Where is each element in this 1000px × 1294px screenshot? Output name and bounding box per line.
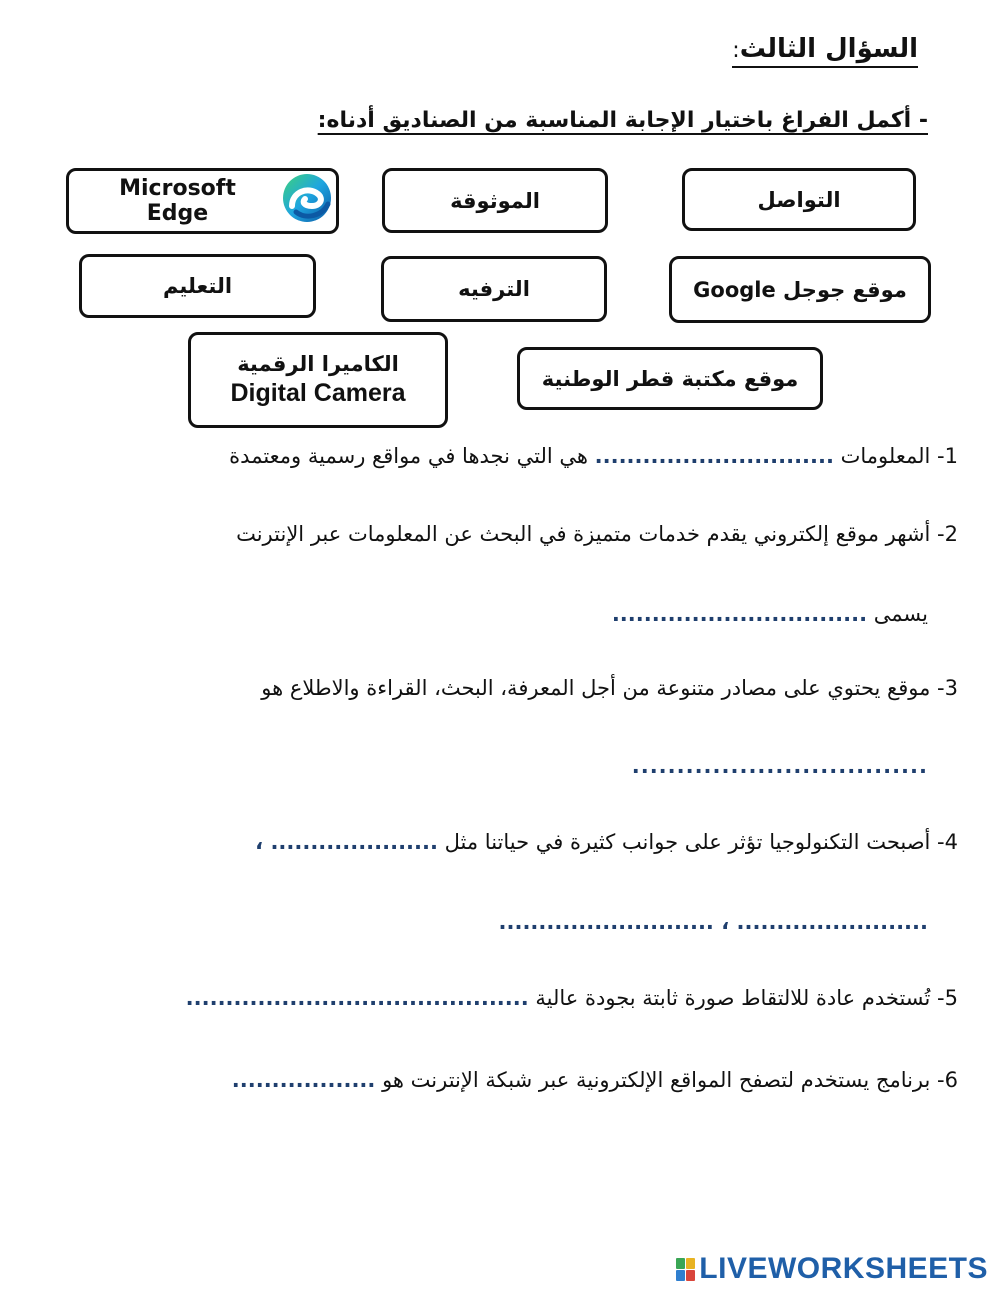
answer-blank[interactable]: ................................. xyxy=(631,754,928,778)
question-text: 1- المعلومات xyxy=(833,444,958,468)
word-label: موقع جوجل Google xyxy=(693,277,907,302)
answer-blank[interactable]: .................. xyxy=(231,1068,376,1092)
word-label-en: Digital Camera xyxy=(230,378,406,407)
brand-name: LIVEWORKSHEETS xyxy=(699,1252,988,1285)
word-box-google[interactable] xyxy=(669,256,931,323)
word-label: Microsoft Edge xyxy=(119,176,236,226)
title-text: السؤال الثالث xyxy=(739,34,918,64)
question-5 xyxy=(186,986,958,1010)
question-6 xyxy=(232,1068,958,1092)
answer-blank[interactable]: ..................... xyxy=(270,830,438,854)
question-3-line1: 3- موقع يحتوي على مصادر متنوعة من أجل المعرفة، البحث، القراءة والاطلاع هو xyxy=(261,676,958,700)
question-4-line2 xyxy=(499,910,928,934)
title-colon: : xyxy=(732,38,740,63)
question-text: هي التي نجدها في مواقع رسمية ومعتمدة xyxy=(229,444,595,468)
word-label-ar: الكاميرا الرقمية xyxy=(237,352,399,377)
word-box-qatar-library[interactable] xyxy=(517,347,823,410)
separator-comma: ، xyxy=(713,910,737,934)
page-title xyxy=(732,34,918,68)
question-text: 5- تُستخدم عادة للالتقاط صورة ثابتة بجودة عالية xyxy=(528,986,958,1010)
word-box-communication[interactable] xyxy=(682,168,916,231)
question-2-line1: 2- أشهر موقع إلكتروني يقدم خدمات متميزة في البحث عن المعلومات عبر الإنترنت xyxy=(236,522,958,546)
question-3-line2 xyxy=(632,754,928,778)
separator-comma: ، xyxy=(255,830,271,854)
word-label: موقع مكتبة قطر الوطنية xyxy=(541,366,799,391)
question-text: يسمى xyxy=(867,602,928,626)
edge-browser-icon xyxy=(278,172,336,230)
liveworksheets-badge-icon xyxy=(676,1258,695,1281)
answer-blank[interactable]: .............................. xyxy=(594,444,834,468)
answer-blank[interactable]: ........................................... xyxy=(185,986,529,1010)
question-4-line1 xyxy=(255,830,958,854)
question-text: 4- أصبحت التكنولوجيا تؤثر على جوانب كثيرة في حياتنا مثل xyxy=(437,830,958,854)
question-2-line2 xyxy=(612,602,928,626)
word-box-edge[interactable] xyxy=(66,168,339,234)
word-label: الترفيه xyxy=(458,277,530,301)
instruction: - أكمل الفراغ باختيار الإجابة المناسبة من الصناديق أدناه: xyxy=(317,108,928,133)
word-box-education[interactable] xyxy=(79,254,316,318)
word-box-reliable[interactable] xyxy=(382,168,608,233)
question-1 xyxy=(229,444,958,468)
answer-blank[interactable]: ........................... xyxy=(498,910,714,934)
word-box-entertainment[interactable] xyxy=(381,256,607,322)
word-label: التعليم xyxy=(162,274,233,298)
word-label: التواصل xyxy=(757,187,841,212)
answer-blank[interactable]: ................................ xyxy=(611,602,868,626)
word-box-digital-camera[interactable] xyxy=(188,332,448,428)
word-label: الموثوقة xyxy=(450,188,540,213)
answer-blank[interactable]: ........................ xyxy=(736,910,928,934)
question-text: 6- برنامج يستخدم لتصفح المواقع الإلكترونية عبر شبكة الإنترنت هو xyxy=(375,1068,958,1092)
liveworksheets-logo[interactable] xyxy=(676,1252,988,1286)
